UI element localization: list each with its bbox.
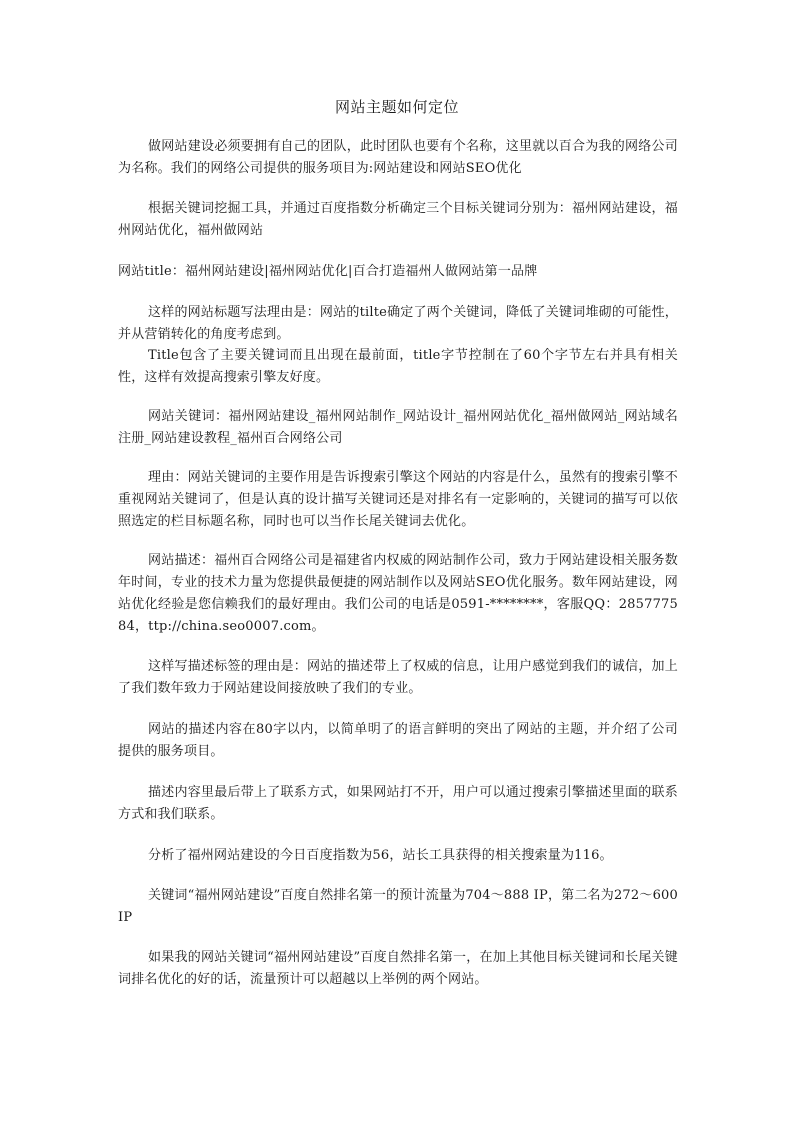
paragraph-keyword-reason: 理由：网站关键词的主要作用是告诉搜索引擎这个网站的内容是什么，虽然有的搜索引擎不重视网站关键词了，但是认真的设计描写关键词还是对排名有一定影响的，关键词的描写可以依照选定的栏目标题名称，同时也可以当作长尾关键词去优化。 [118, 470, 678, 529]
paragraph-site-keywords: 网站关键词：福州网站建设_福州网站制作_网站设计_福州网站优化_福州做网站_网站域名注册_网站建设教程_福州百合网络公司 [118, 409, 678, 446]
paragraph-baidu-index: 分析了福州网站建设的今日百度指数为56，站长工具获得的相关搜索量为116。 [148, 848, 613, 863]
paragraph-site-description: 网站描述：福州百合网络公司是福建省内权威的网站制作公司，致力于网站建设相关服务数年时间，专业的技术力量为您提供最便捷的网站制作以及网站SEO优化服务。数年网站建设，网站优化经验是您信赖我们的最好理由。我们公司的电话是0591-********，客服QQ：285777584，ttp://china.seo0007.com。 [118, 553, 678, 634]
paragraph-traffic-estimate: 关键词“福州网站建设”百度自然排名第一的预计流量为704～888 IP，第二名为272～600 IP [118, 888, 678, 925]
paragraph-ranking-outlook: 如果我的网站关键词“福州网站建设”百度自然排名第一，在加上其他目标关键词和长尾关键词排名优化的好的话，流量预计可以超越以上举例的两个网站。 [118, 950, 678, 987]
paragraph-contact-info: 描述内容里最后带上了联系方式，如果网站打不开，用户可以通过搜索引擎描述里面的联系方式和我们联系。 [118, 785, 678, 822]
paragraph-description-reason: 这样写描述标签的理由是：网站的描述带上了权威的信息，让用户感觉到我们的诚信，加上了我们数年致力于网站建设间接放映了我们的专业。 [118, 659, 678, 696]
paragraph-title-length: Title包含了主要关键词而且出现在最前面，title字节控制在了60个字节左右并具有相关性，这样有效提高搜索引擎友好度。 [118, 348, 678, 385]
document-title: 网站主题如何定位 [334, 98, 459, 116]
paragraph-site-title: 网站title：福州网站建设|福州网站优化|百合打造福州人做网站第一品牌 [118, 264, 538, 279]
paragraph-title-reason: 这样的网站标题写法理由是：网站的tilte确定了两个关键词，降低了关键词堆砌的可能性，并从营销转化的角度考虑到。 [118, 305, 678, 342]
paragraph-description-length: 网站的描述内容在80字以内，以简单明了的语言鲜明的突出了网站的主题，并介绍了公司提供的服务项目。 [118, 722, 678, 759]
paragraph-team-name: 做网站建设必须要拥有自己的团队，此时团队也要有个名称，这里就以百合为我的网络公司为名称。我们的网络公司提供的服务项目为:网站建设和网站SEO优化 [118, 139, 678, 176]
paragraph-keyword-tool: 根据关键词挖掘工具，并通过百度指数分析确定三个目标关键词分别为：福州网站建设，福州网站优化，福州做网站 [118, 201, 678, 238]
